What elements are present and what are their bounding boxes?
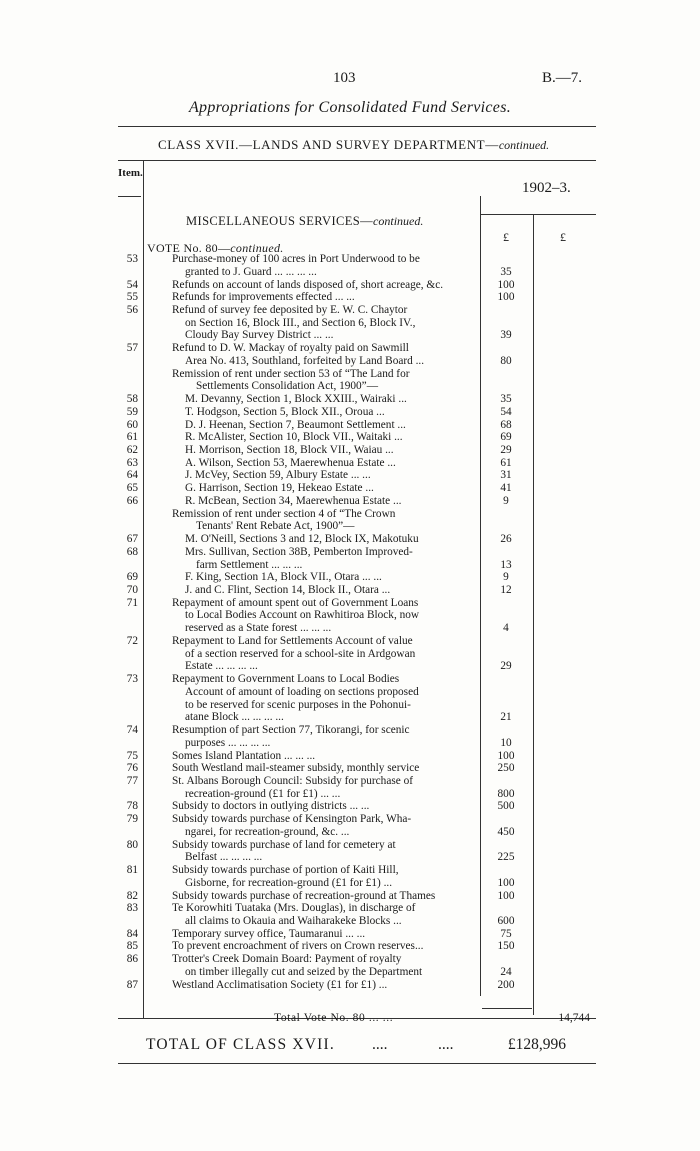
table-row bbox=[0, 673, 700, 685]
table-row bbox=[0, 851, 700, 863]
item-amount: 41 bbox=[500, 482, 512, 495]
table-row bbox=[0, 546, 700, 558]
item-description: Refunds for improvements effected ... ... bbox=[172, 291, 355, 304]
item-amount: 75 bbox=[500, 927, 512, 940]
item-amount: 29 bbox=[500, 444, 512, 456]
item-description: ngarei, for recreation-ground, &c. ... bbox=[185, 825, 350, 838]
item-description: Gisborne, for recreation-ground (£1 for £1) ... bbox=[185, 876, 393, 889]
item-amount: 54 bbox=[500, 405, 512, 418]
section-title-continued: continued. bbox=[373, 214, 424, 228]
item-description: Purchase-money of 100 acres in Port Underwood to be bbox=[172, 253, 420, 265]
item-description: J. and C. Flint, Section 14, Block II., Otara ... bbox=[185, 584, 391, 596]
item-description: Repayment to Government Loans to Local Bodies bbox=[172, 673, 400, 686]
item-description: Refunds on account of lands disposed of, short acreage, &c. bbox=[172, 278, 444, 291]
item-amount: 68 bbox=[500, 418, 512, 431]
item-description: Account of amount of loading on sections proposed bbox=[185, 685, 419, 698]
total-vote-value: 14,744 bbox=[558, 1012, 590, 1024]
item-amount: 35 bbox=[500, 265, 512, 278]
table-row bbox=[0, 253, 700, 265]
table-row bbox=[0, 902, 700, 914]
table-row bbox=[0, 699, 700, 711]
item-description: M. Devanny, Section 1, Block XXIII., Wairaki ... bbox=[185, 393, 407, 405]
item-amount: 100 bbox=[497, 876, 515, 889]
item-description: to be reserved for scenic purposes in the Pohonui- bbox=[185, 698, 411, 711]
grand-total-rule bbox=[118, 1063, 596, 1064]
class-title-text: CLASS XVII.—LANDS AND SURVEY DEPARTMENT— bbox=[158, 137, 499, 152]
item-description: Subsidy towards purchase of portion of Kaiti Hill, bbox=[172, 864, 399, 876]
item-description: all claims to Okauia and Waiharakeke Blocks ... bbox=[185, 915, 402, 927]
item-description: Remission of rent under section 4 of “The Crown bbox=[172, 507, 396, 520]
table-row bbox=[0, 826, 700, 838]
item-number: 65 bbox=[126, 482, 138, 495]
table-row bbox=[0, 660, 700, 672]
item-description: Somes Island Plantation ... ... ... bbox=[172, 749, 316, 762]
table-row bbox=[0, 393, 700, 405]
table-row bbox=[0, 571, 700, 583]
item-number: 83 bbox=[126, 902, 138, 915]
item-number: 82 bbox=[126, 889, 138, 902]
item-description: Settlements Consolidation Act, 1900”— bbox=[196, 380, 378, 393]
item-description: Refund to D. W. Mackay of royalty paid on Sawmill bbox=[172, 342, 409, 355]
item-amount: 600 bbox=[497, 915, 515, 927]
item-amount: 225 bbox=[497, 851, 515, 864]
item-number: 78 bbox=[126, 800, 138, 813]
subtotal-rule bbox=[482, 1008, 532, 1009]
table-row bbox=[0, 800, 700, 812]
table-row bbox=[0, 724, 700, 736]
item-description: recreation-ground (£1 for £1) ... ... bbox=[185, 787, 341, 800]
item-amount: 24 bbox=[500, 965, 512, 978]
table-row bbox=[0, 979, 700, 991]
item-header-rule bbox=[118, 196, 141, 197]
grand-total-row bbox=[0, 1036, 700, 1056]
item-number: 66 bbox=[126, 494, 138, 507]
item-amount: 100 bbox=[497, 749, 515, 762]
table-row bbox=[0, 355, 700, 367]
table-row bbox=[0, 304, 700, 316]
table-row bbox=[0, 469, 700, 481]
table-row bbox=[0, 940, 700, 952]
header-rule bbox=[118, 126, 596, 127]
table-row bbox=[0, 750, 700, 762]
item-description: R. McAlister, Section 10, Block VII., Waitaki ... bbox=[185, 431, 403, 444]
item-description: Resumption of part Section 77, Tikorangi, for scenic bbox=[172, 724, 410, 736]
table-row bbox=[0, 419, 700, 431]
item-description: on Section 16, Block III., and Section 6, Block IV., bbox=[185, 316, 416, 329]
table-row bbox=[0, 342, 700, 354]
item-number: 73 bbox=[126, 673, 138, 686]
item-number: 59 bbox=[126, 405, 138, 418]
item-description: Refund of survey fee deposited by E. W. C. Chaytor bbox=[172, 303, 408, 316]
item-amount: 9 bbox=[503, 571, 509, 584]
item-description: Mrs. Sullivan, Section 38B, Pemberton Improved- bbox=[185, 545, 413, 558]
table-row bbox=[0, 329, 700, 341]
table-row bbox=[0, 508, 700, 520]
item-description: Temporary survey office, Taumaranui ... ... bbox=[172, 927, 366, 940]
item-description: M. O'Neill, Sections 3 and 12, Block IX, Makotuku bbox=[185, 533, 419, 546]
item-number: 55 bbox=[126, 291, 138, 304]
item-description: T. Hodgson, Section 5, Block XII., Oroua ... bbox=[185, 405, 385, 418]
page-number: 103 bbox=[333, 70, 356, 86]
item-description: granted to J. Guard ... ... ... ... bbox=[185, 265, 317, 278]
item-description: Repayment to Land for Settlements Account of value bbox=[172, 634, 413, 647]
item-description: reserved as a State forest ... ... ... bbox=[185, 622, 332, 635]
item-amount: 80 bbox=[500, 354, 512, 367]
item-description: A. Wilson, Section 53, Maerewhenua Estate ... bbox=[185, 456, 396, 469]
class-title-continued: continued. bbox=[498, 138, 550, 152]
item-amount: 10 bbox=[500, 736, 512, 749]
table-row bbox=[0, 737, 700, 749]
item-description: H. Morrison, Section 18, Block VII., Waiau ... bbox=[185, 444, 394, 456]
table-row bbox=[0, 839, 700, 851]
item-number: 85 bbox=[126, 940, 138, 953]
table-row bbox=[0, 686, 700, 698]
item-number: 75 bbox=[126, 749, 138, 762]
section-title-text: MISCELLANEOUS SERVICES— bbox=[186, 214, 374, 228]
item-amount: 13 bbox=[500, 558, 512, 571]
item-description: Subsidy towards purchase of land for cemetery at bbox=[172, 838, 396, 851]
item-number: 84 bbox=[126, 927, 138, 940]
table-row bbox=[0, 966, 700, 978]
table-row bbox=[0, 609, 700, 621]
item-amount: 150 bbox=[497, 940, 515, 953]
item-amount: 800 bbox=[497, 787, 515, 800]
page-subtitle: Appropriations for Consolidated Fund Services. bbox=[188, 99, 512, 116]
class-title bbox=[158, 137, 549, 153]
table-row bbox=[0, 380, 700, 392]
item-amount: 4 bbox=[503, 622, 509, 635]
item-description: on timber illegally cut and seized by the Department bbox=[185, 965, 423, 978]
table-row bbox=[0, 635, 700, 647]
table-row bbox=[0, 584, 700, 596]
item-description: R. McBean, Section 34, Maerewhenua Estate ... bbox=[185, 494, 402, 507]
item-description: D. J. Heenan, Section 7, Beaumont Settlement ... bbox=[185, 418, 406, 431]
table-row bbox=[0, 317, 700, 329]
table-row bbox=[0, 915, 700, 927]
table-row bbox=[0, 890, 700, 902]
item-description: farm Settlement ... ... ... bbox=[196, 558, 303, 571]
table-top-rule bbox=[118, 160, 596, 161]
item-amount: 69 bbox=[500, 431, 512, 444]
grand-total-leader-1: .... bbox=[372, 1036, 388, 1053]
item-number: 54 bbox=[126, 278, 138, 291]
item-description: St. Albans Borough Council: Subsidy for purchase of bbox=[172, 774, 413, 787]
item-description: Trotter's Creek Domain Board: Payment of royalty bbox=[172, 953, 402, 966]
item-amount: 21 bbox=[500, 711, 512, 724]
item-description: Te Korowhiti Tuataka (Mrs. Douglas), in discharge of bbox=[172, 902, 416, 915]
item-number: 70 bbox=[126, 584, 138, 596]
item-description: G. Harrison, Section 19, Hekeao Estate ... bbox=[185, 482, 374, 495]
item-amount: 31 bbox=[500, 469, 512, 482]
currency-symbol-amount: £ bbox=[503, 230, 509, 244]
item-amount: 35 bbox=[500, 393, 512, 405]
item-description: purposes ... ... ... ... bbox=[185, 736, 271, 749]
item-amount: 39 bbox=[500, 329, 512, 342]
table-row bbox=[0, 813, 700, 825]
item-number: 63 bbox=[126, 456, 138, 469]
grand-total-leader-2: .... bbox=[438, 1036, 454, 1053]
item-description: Cloudy Bay Survey District ... ... bbox=[185, 329, 334, 342]
table-row bbox=[0, 711, 700, 723]
item-number: 68 bbox=[126, 545, 138, 558]
table-row bbox=[0, 533, 700, 545]
item-number: 60 bbox=[126, 418, 138, 431]
item-description: F. King, Section 1A, Block VII., Otara ... ... bbox=[185, 571, 382, 584]
item-amount: 26 bbox=[500, 533, 512, 546]
table-row bbox=[0, 431, 700, 443]
item-column-header: Item. bbox=[118, 167, 143, 179]
item-number: 77 bbox=[126, 774, 138, 787]
item-description: Estate ... ... ... ... bbox=[185, 660, 258, 673]
table-row bbox=[0, 266, 700, 278]
item-number: 81 bbox=[126, 864, 138, 876]
table-row bbox=[0, 368, 700, 380]
item-number: 76 bbox=[126, 762, 138, 775]
table-row bbox=[0, 788, 700, 800]
item-number: 53 bbox=[126, 253, 138, 265]
table-row bbox=[0, 597, 700, 609]
item-description: to Local Bodies Account on Rawhitiroa Block, now bbox=[185, 609, 420, 622]
item-number: 69 bbox=[126, 571, 138, 584]
item-description: Westland Acclimatisation Society (£1 for £1) ... bbox=[172, 978, 388, 991]
item-description: atane Block ... ... ... ... bbox=[185, 711, 284, 724]
table-row bbox=[0, 928, 700, 940]
table-row bbox=[0, 495, 700, 507]
grand-total-label: TOTAL OF CLASS XVII. bbox=[146, 1036, 335, 1053]
item-amount: 200 bbox=[497, 978, 515, 991]
table-row bbox=[0, 622, 700, 634]
item-description: of a section reserved for a school-site in Ardgowan bbox=[185, 647, 416, 660]
table-row bbox=[0, 457, 700, 469]
vote-title-continued: continued. bbox=[230, 241, 284, 255]
item-number: 74 bbox=[126, 724, 138, 736]
table-row bbox=[0, 775, 700, 787]
table-row bbox=[0, 444, 700, 456]
table-row bbox=[0, 648, 700, 660]
grand-total-value: £128,996 bbox=[507, 1036, 566, 1053]
item-amount: 12 bbox=[500, 584, 512, 596]
table-row bbox=[0, 762, 700, 774]
item-amount: 61 bbox=[500, 456, 512, 469]
item-amount: 450 bbox=[497, 825, 515, 838]
item-description: Repayment of amount spent out of Government Loans bbox=[172, 596, 419, 609]
item-number: 79 bbox=[126, 813, 138, 826]
year-header-rule bbox=[480, 214, 596, 215]
document-reference: B.—7. bbox=[542, 70, 583, 86]
table-row bbox=[0, 520, 700, 532]
item-amount: 9 bbox=[503, 494, 509, 507]
item-description: Subsidy towards purchase of recreation-ground at Thames bbox=[172, 889, 436, 902]
item-number: 57 bbox=[126, 342, 138, 355]
vote-title-text: VOTE No. 80— bbox=[147, 241, 231, 255]
table-row bbox=[0, 291, 700, 303]
item-number: 56 bbox=[126, 303, 138, 316]
total-vote-label: Total Vote No. 80 ... ... bbox=[274, 1012, 394, 1024]
item-amount: 100 bbox=[497, 278, 515, 291]
table-row bbox=[0, 406, 700, 418]
item-description: South Westland mail-steamer subsidy, monthly service bbox=[172, 762, 420, 775]
item-description: Subsidy towards purchase of Kensington Park, Wha- bbox=[172, 813, 412, 826]
item-amount: 100 bbox=[497, 291, 515, 304]
table-row bbox=[0, 877, 700, 889]
item-amount: 29 bbox=[500, 660, 512, 673]
item-number: 80 bbox=[126, 838, 138, 851]
table-row bbox=[0, 559, 700, 571]
item-number: 58 bbox=[126, 393, 138, 405]
item-number: 61 bbox=[126, 431, 138, 444]
item-number: 87 bbox=[126, 978, 138, 991]
currency-symbol-total: £ bbox=[560, 230, 566, 244]
year-header: 1902–3. bbox=[522, 180, 571, 196]
table-row bbox=[0, 482, 700, 494]
item-description: Subsidy to doctors in outlying districts ... ... bbox=[172, 800, 370, 813]
item-amount: 100 bbox=[497, 889, 515, 902]
item-number: 64 bbox=[126, 469, 138, 482]
table-row bbox=[0, 864, 700, 876]
item-description: Remission of rent under section 53 of “The Land for bbox=[172, 367, 410, 380]
item-description: Area No. 413, Southland, forfeited by Land Board ... bbox=[185, 354, 425, 367]
total-vote-row bbox=[0, 1012, 700, 1026]
item-description: Belfast ... ... ... ... bbox=[185, 851, 263, 864]
item-number: 72 bbox=[126, 634, 138, 647]
item-description: To prevent encroachment of rivers on Crown reserves... bbox=[172, 940, 424, 953]
item-number: 67 bbox=[126, 533, 138, 546]
table-row bbox=[0, 953, 700, 965]
item-number: 86 bbox=[126, 953, 138, 966]
table-row bbox=[0, 279, 700, 291]
item-number: 71 bbox=[126, 596, 138, 609]
section-title bbox=[186, 214, 423, 229]
item-number: 62 bbox=[126, 444, 138, 456]
item-amount: 500 bbox=[497, 800, 515, 813]
item-amount: 250 bbox=[497, 762, 515, 775]
item-description: J. McVey, Section 59, Albury Estate ... ... bbox=[185, 469, 371, 482]
item-description: Tenants' Rent Rebate Act, 1900”— bbox=[196, 520, 355, 533]
